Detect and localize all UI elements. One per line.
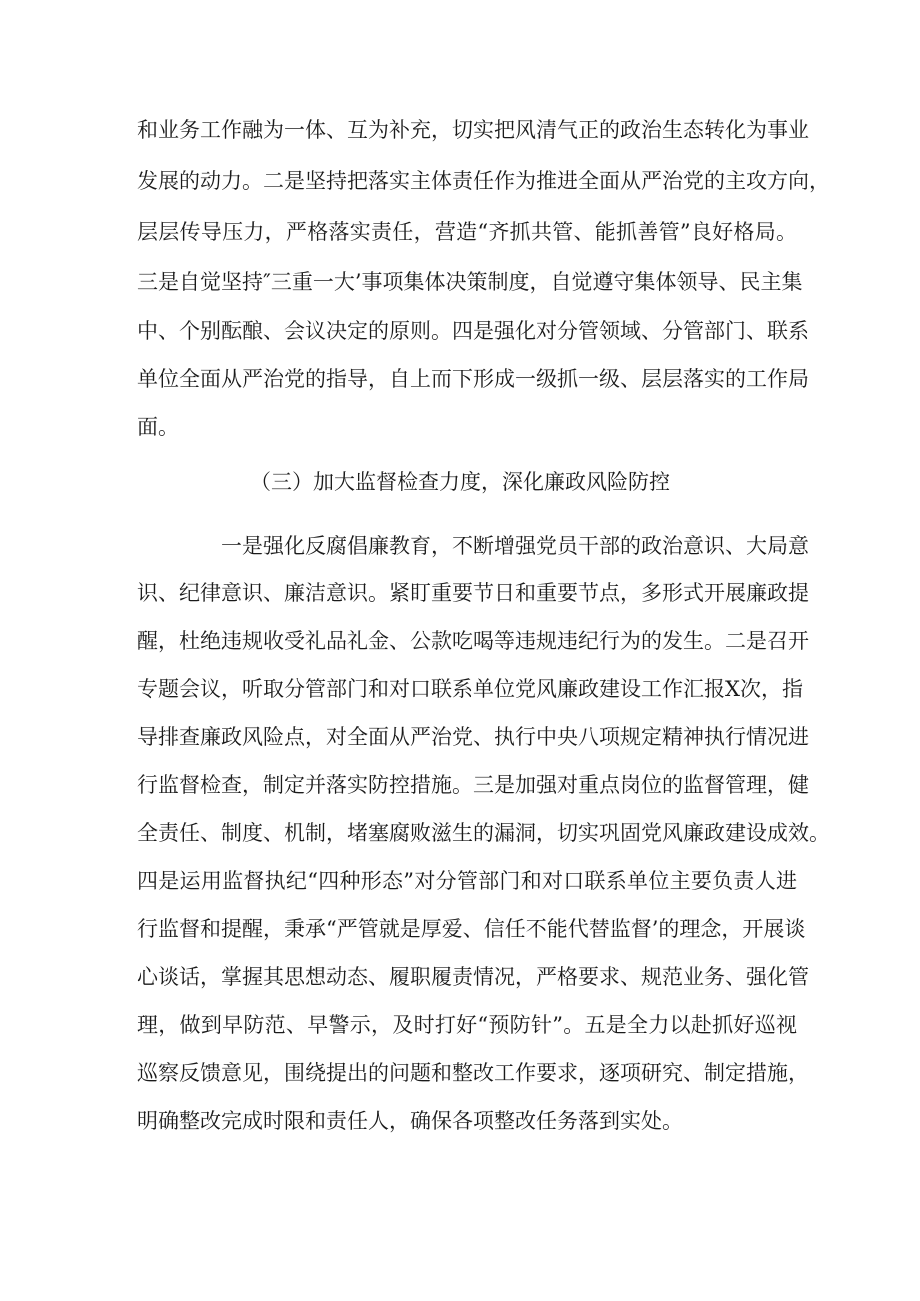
paragraph-line: 心谈话，掌握其思想动态、履职履责情况，严格要求、规范业务、强化管	[137, 965, 809, 989]
paragraph-line: 四是运用监督执纪“四种形态”对分管部门和对口联系单位主要负责人进	[137, 869, 797, 893]
paragraph-line: 全责任、制度、机制，堵塞腐败滋生的漏洞，切实巩固党风廉政建设成效。	[137, 821, 830, 845]
paragraph-line: 单位全面从严治党的指导，自上而下形成一级抓一级、层层落实的工作局	[137, 367, 809, 391]
paragraph-line: 明确整改完成时限和责任人，确保各项整改任务落到实处。	[137, 1109, 683, 1133]
section-heading: （三）加大监督检查力度，深化廉政风险防控	[250, 470, 670, 494]
paragraph-line: 理，做到早防范、早警示，及时打好“预防针”。五是全力以赴抓好巡视	[137, 1013, 797, 1037]
paragraph-line: 层层传导压力，严格落实责任，营造“齐抓共管、能抓善管”良好格局。	[137, 220, 797, 244]
paragraph-line: 面。	[137, 415, 179, 439]
paragraph-line: 醒，杜绝违规收受礼品礼金、公款吃喝等违规违纪行为的发生。二是召开	[137, 629, 809, 653]
paragraph-line: 发展的动力。二是坚持把落实主体责任作为推进全面从严治党的主攻方向，	[137, 169, 830, 193]
paragraph-line: 行监督和提醒，秉承“严管就是厚爱、信任不能代替监督’的理念，开展谈	[137, 917, 806, 941]
paragraph-line: 导排查廉政风险点，对全面从严治党、执行中央八项规定精神执行情况进	[137, 725, 809, 749]
paragraph-line: 三是自觉坚持″三重一大’事项集体决策制度，自觉遵守集体领导、民主集	[137, 270, 803, 294]
paragraph-line: 识、纪律意识、廉洁意识。紧盯重要节日和重要节点，多形式开展廉政提	[137, 581, 809, 605]
paragraph-line: 和业务工作融为一体、互为补充，切实把风清气正的政治生态转化为事业	[137, 118, 809, 142]
paragraph-line: 专题会议，听取分管部门和对口联系单位党风廉政建设工作汇报X次，指	[137, 677, 803, 701]
paragraph-line: 巡察反馈意见，围绕提出的问题和整改工作要求，逐项研究、制定措施，	[137, 1061, 809, 1085]
paragraph-line: 中、个别酝酿、会议决定的原则。四是强化对分管领域、分管部门、联系	[137, 319, 809, 343]
paragraph-line: 行监督检查，制定并落实防控措施。三是加强对重点岗位的监督管理，健	[137, 773, 809, 797]
paragraph-line: 一是强化反腐倡廉教育，不断增强党员干部的政治意识、大局意	[221, 534, 809, 558]
